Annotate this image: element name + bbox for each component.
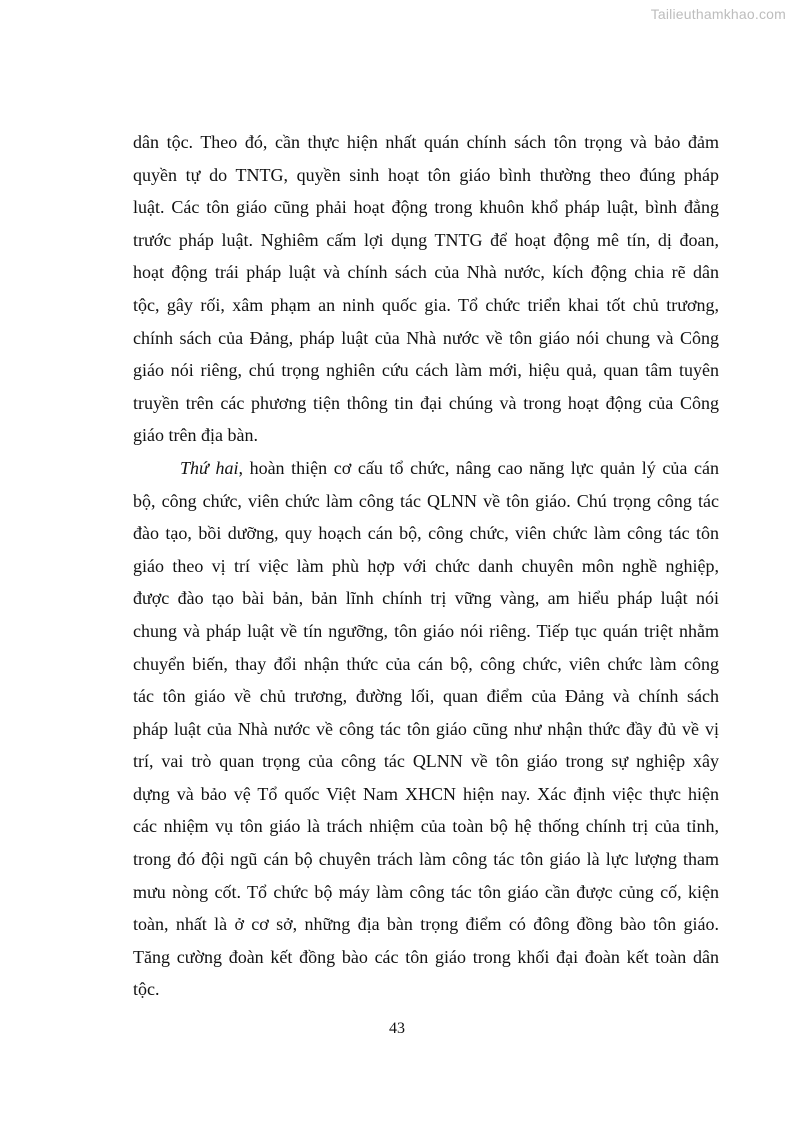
italic-lead: Thứ hai xyxy=(180,457,239,478)
text-line: toàn, nhất là ở cơ sở, những địa bàn trọng điểm có đông đồng bào tôn giáo. xyxy=(133,914,719,935)
text-line: Tăng cường đoàn kết đồng bào các tôn giáo trong khối đại đoàn kết toàn dân xyxy=(133,946,719,967)
text-line: được đào tạo bài bản, bản lĩnh chính trị vững vàng, am hiểu pháp luật nói xyxy=(133,588,719,609)
text-line: đào tạo, bồi dưỡng, quy hoạch cán bộ, công chức, viên chức làm công tác tôn xyxy=(133,523,719,544)
text-line: luật. Các tôn giáo cũng phải hoạt động trong khuôn khổ pháp luật, bình đẳng xyxy=(133,197,719,218)
text-line: giáo nói riêng, chú trọng nghiên cứu cách làm mới, hiệu quả, quan tâm tuyên xyxy=(133,360,719,381)
text-line: dựng và bảo vệ Tổ quốc Việt Nam XHCN hiện nay. Xác định việc thực hiện xyxy=(133,783,719,804)
text-line: tộc. xyxy=(133,979,160,1000)
page-number: 43 xyxy=(389,1020,405,1037)
text-run: , hoàn thiện cơ cấu tổ chức, nâng cao năng lực quản lý của cán xyxy=(238,457,719,478)
watermark: Tailieuthamkhao.com xyxy=(650,6,786,22)
page-body xyxy=(133,126,719,1006)
text-line: giáo trên địa bàn. xyxy=(133,425,258,446)
text-line: hoạt động trái pháp luật và chính sách của Nhà nước, kích động chia rẽ dân xyxy=(133,262,719,283)
text-line: chuyển biến, thay đổi nhận thức của cán bộ, công chức, viên chức làm công xyxy=(133,653,719,674)
text-line: trước pháp luật. Nghiêm cấm lợi dụng TNTG để hoạt động mê tín, dị đoan, xyxy=(133,229,719,250)
text-line: giáo theo vị trí việc làm phù hợp với chức danh chuyên môn nghề nghiệp, xyxy=(133,555,719,576)
paragraph-2 xyxy=(133,452,719,1006)
text-line: các nhiệm vụ tôn giáo là trách nhiệm của toàn bộ hệ thống chính trị của tỉnh, xyxy=(133,816,719,837)
text-line: chính sách của Đảng, pháp luật của Nhà nước về tôn giáo nói chung và Công xyxy=(133,327,719,348)
text-line: pháp luật của Nhà nước về công tác tôn giáo cũng như nhận thức đầy đủ về vị xyxy=(133,718,719,739)
paragraph-1 xyxy=(133,126,719,452)
text-line: mưu nòng cốt. Tổ chức bộ máy làm công tác tôn giáo cần được củng cố, kiện xyxy=(133,881,719,902)
text-line: bộ, công chức, viên chức làm công tác QLNN về tôn giáo. Chú trọng công tác xyxy=(133,490,719,511)
text-line xyxy=(133,452,719,485)
text-line: quyền tự do TNTG, quyền sinh hoạt tôn giáo bình thường theo đúng pháp xyxy=(133,164,719,185)
text-line: truyền trên các phương tiện thông tin đại chúng và trong hoạt động của Công xyxy=(133,392,719,413)
text-line: tộc, gây rối, xâm phạm an ninh quốc gia. Tổ chức triển khai tốt chủ trương, xyxy=(133,294,719,315)
text-line: trong đó đội ngũ cán bộ chuyên trách làm công tác tôn giáo là lực lượng tham xyxy=(133,849,719,870)
text-line: dân tộc. Theo đó, cần thực hiện nhất quán chính sách tôn trọng và bảo đảm xyxy=(133,132,719,152)
text-line: tác tôn giáo về chủ trương, đường lối, quan điểm của Đảng và chính sách xyxy=(133,686,719,707)
text-line: trí, vai trò quan trọng của công tác QLNN về tôn giáo trong sự nghiệp xây xyxy=(133,751,719,772)
text-line: chung và pháp luật về tín ngưỡng, tôn giáo nói riêng. Tiếp tục quán triệt nhằm xyxy=(133,620,719,641)
